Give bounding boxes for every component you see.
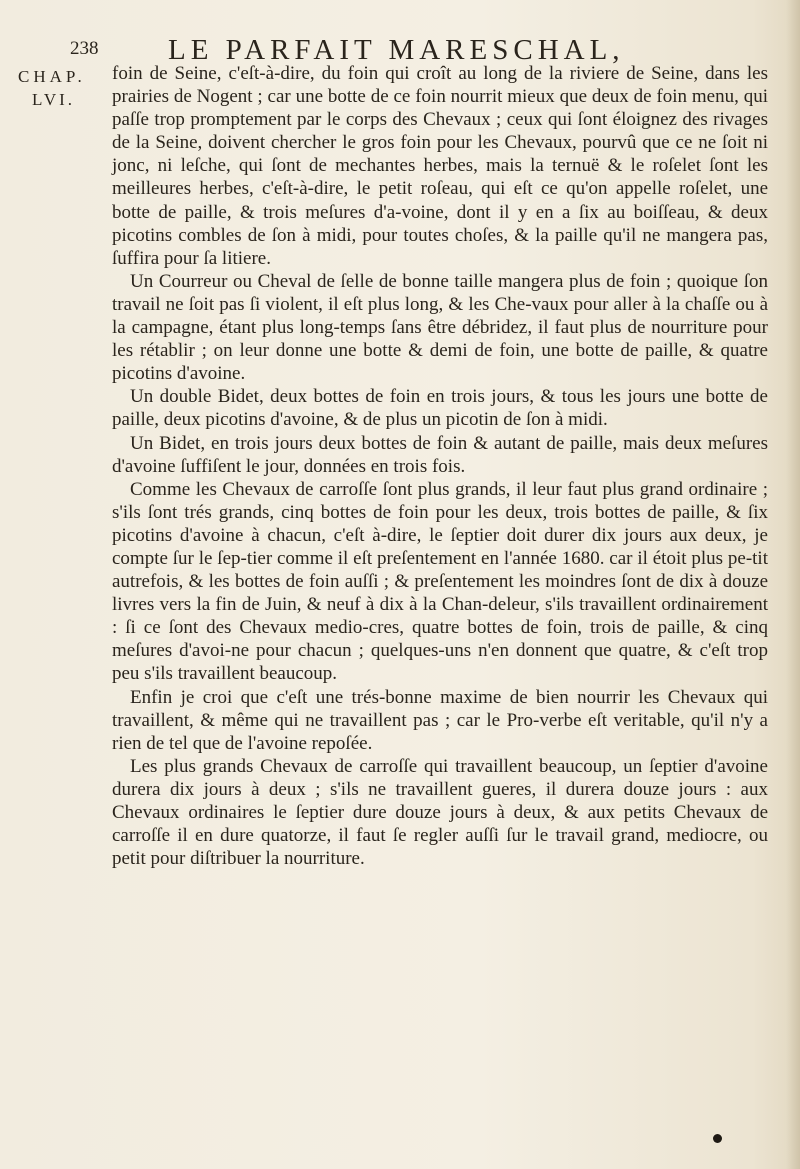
page-edge-shadow: [786, 0, 800, 1169]
paragraph: foin de Seine, c'eſt-à-dire, du foin qui croît au long de la riviere de Seine, dans les prairies de Nogent ; car une botte de ce foin nourrit mieux que deux de foin menu, qui paſſe trop promptement par le corps des Chevaux ; ceux qui ſont éloignez des rivages de la Seine, doivent chercher le gros foin pour les Chevaux, pourvû que ce ne ſoit ni jonc, ni leſche, qui ſont de mechantes herbes, mais la ternuë & le roſelet ſont les meilleures herbes, c'eſt-à-dire, le petit roſeau, qui eſt ce qu'on appelle roſelet, une botte de paille, & trois meſures d'a-voine, dont il y en a ſix au boiſſeau, & deux picotins combles de ſon à midi, pour toutes choſes, & la paille qu'il ne mangera pas, ſuffira pour ſa litiere.: [112, 63, 768, 269]
paragraph: Les plus grands Chevaux de carroſſe qui travaillent beaucoup, un ſeptier d'avoine durera dix jours à deux ; s'ils ne travaillent gueres, il durera douze jours : aux Chevaux ordinaires le ſeptier dure douze jours à deux, & aux petits Chevaux de carroſſe il en dure quatorze, il faut ſe regler auſſi ſur le travail grand, mediocre, ou petit pour diſtribuer la nourriture.: [112, 755, 768, 870]
chapter-number: LVI.: [32, 90, 76, 109]
paragraph: Un Courreur ou Cheval de ſelle de bonne taille mangera plus de foin ; quoique ſon travail ne ſoit pas ſi violent, il eſt plus long, & les Che-vaux pour aller à la chaſſe ou à la campagne, étant plus long-temps ſans être débridez, il faut plus de nourriture pour les rétablir ; on leur donne une botte & demi de foin, une botte de paille, & quatre picotins d'avoine.: [112, 270, 768, 385]
paragraph: Enfin je croi que c'eſt une trés-bonne maxime de bien nourrir les Chevaux qui travaillent, & même qui ne travaillent pas ; car le Pro-verbe eſt veritable, qu'il n'y a rien de tel que de l'avoine repoſée.: [112, 686, 768, 754]
paragraph: Un Bidet, en trois jours deux bottes de foin & autant de paille, mais deux meſures d'avoine ſuffiſent le jour, données en trois fois.: [112, 432, 768, 477]
paragraph: Comme les Chevaux de carroſſe ſont plus grands, il leur faut plus grand ordinaire ; s'ils ſont trés grands, cinq bottes de foin pour les deux, trois bottes de paille, & ſix picotins d'avoine à chacun, c'eſt à-dire, le ſeptier doit durer dix jours aux deux, je compte ſur le ſep-tier comme il eſt preſentement en l'année 1680. car il étoit plus pe-tit autrefois, & les bottes de foin auſſi ; & preſentement les moindres ſont de dix à douze livres vers la fin de Juin, & neuf à dix à la Chan-deleur, s'ils travaillent ordinairement : ſi ce ſont des Chevaux medio-cres, quatre bottes de foin, trois de paille, & cinq meſures d'avoi-ne pour chacun ; quelques-uns n'en donnent que quatre, & c'eſt trop peu s'ils travaillent beaucoup.: [112, 478, 768, 685]
body-text: [112, 62, 768, 870]
running-title: LE PARFAIT MARESCHAL,: [168, 34, 625, 66]
page-number: 238: [70, 38, 99, 59]
ink-blot: [713, 1134, 722, 1143]
chapter-label: CHAP.: [18, 67, 86, 86]
paragraph: Un double Bidet, deux bottes de foin en trois jours, & tous les jours une botte de paille, deux picotins d'avoine, & de plus un picotin de ſon à midi.: [112, 386, 768, 431]
